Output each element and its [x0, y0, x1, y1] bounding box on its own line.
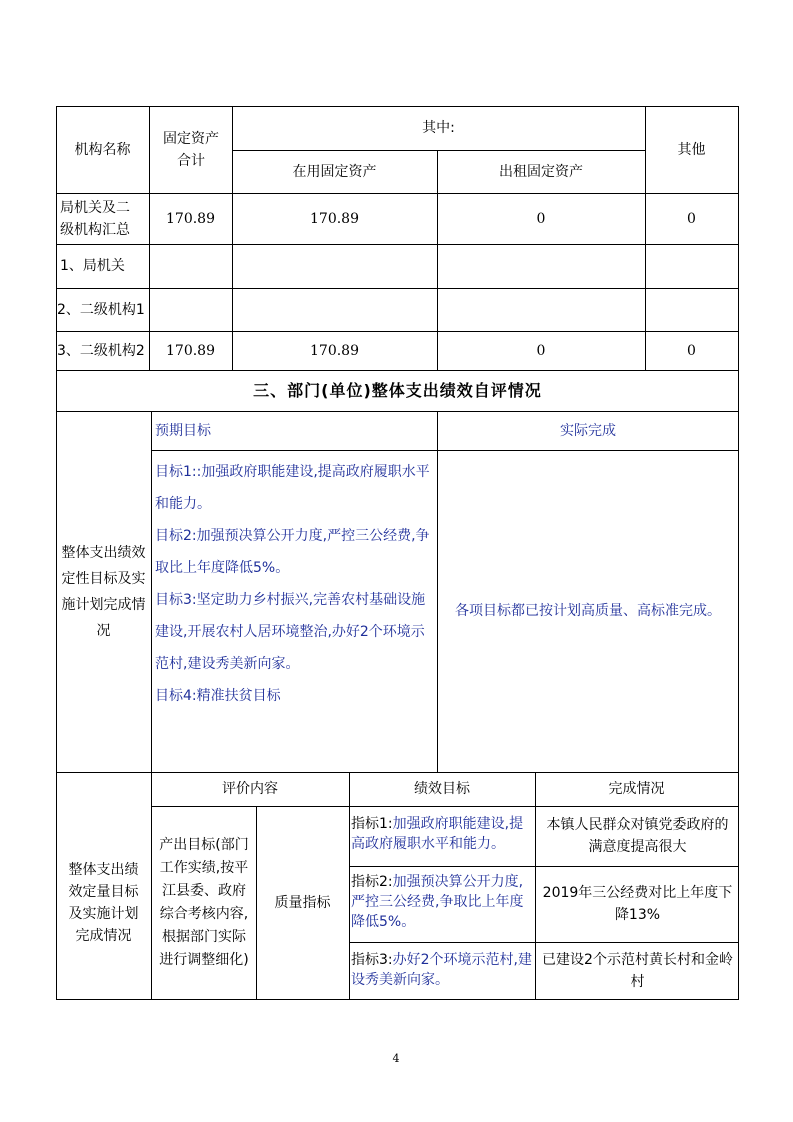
- row-other: [645, 288, 738, 331]
- expected-goals-list: [155, 456, 435, 712]
- header-in-use-assets: 在用固定资产: [292, 163, 377, 180]
- header-rented-assets: 出租固定资产: [499, 163, 583, 180]
- indicator-prefix: 指标2:: [351, 874, 393, 890]
- header-completion-status: 完成情况: [608, 781, 665, 797]
- header-org-name: 机构名称: [74, 141, 131, 158]
- row-name: 局机关及二级机构汇总: [60, 199, 130, 238]
- row-rented: 0: [536, 342, 546, 359]
- row-total: [149, 288, 232, 331]
- quality-indicator-label: 质量指标: [274, 894, 331, 911]
- row-in-use: 170.89: [310, 342, 359, 359]
- header-fixed-assets-total: 固定资产合计: [163, 130, 219, 169]
- row-total: 170.89: [166, 342, 215, 359]
- section-title: 三、部门(单位)整体支出绩效自评情况: [253, 380, 542, 400]
- row-in-use: [232, 244, 437, 288]
- row-name: 3、二级机构2: [57, 342, 145, 359]
- goal-item: 目标3:坚定助力乡村振兴,完善农村基础设施建设,开展农村人居环境整治,办好2个环境示范村,建设秀美新向家。: [155, 592, 426, 672]
- indicator-1-status: 本镇人民群众对镇党委政府的满意度提高很大: [546, 817, 729, 855]
- expected-goals-header: 预期目标: [155, 422, 211, 439]
- output-target-text: 产出目标(部门工作实绩,按平江县委、政府综合考核内容,根据部门实际进行调整细化): [159, 836, 249, 968]
- actual-completion-header: 实际完成: [560, 422, 616, 439]
- goal-item: 目标4:精准扶贫目标: [155, 688, 281, 704]
- row-rented: [437, 244, 645, 288]
- goal-item: 目标2:加强预决算公开力度,严控三公经费,争取比上年度降低5%。: [155, 528, 430, 576]
- row-total: 170.89: [166, 210, 215, 227]
- header-among: 其中:: [422, 120, 455, 136]
- row-rented: [437, 288, 645, 331]
- indicator-text: 加强政府职能建设,提高政府履职水平和能力。: [351, 816, 524, 852]
- row-other: [645, 244, 738, 288]
- header-evaluation-content: 评价内容: [222, 781, 278, 797]
- indicator-prefix: 指标1:: [351, 816, 393, 832]
- indicator-2-status: 2019年三公经费对比上年度下降13%: [542, 885, 733, 923]
- row-rented: 0: [536, 210, 546, 227]
- header-performance-target: 绩效目标: [414, 781, 470, 797]
- actual-completion-text: 各项目标都已按计划高质量、高标准完成。: [455, 603, 721, 619]
- indicator-1: [351, 814, 535, 854]
- row-name: 2、二级机构1: [57, 301, 145, 318]
- goal-item: 目标1::加强政府职能建设,提高政府履职水平和能力。: [155, 464, 430, 512]
- header-other: 其他: [677, 141, 706, 158]
- row-name: 1、局机关: [60, 258, 125, 274]
- row-other: 0: [687, 210, 696, 227]
- indicator-text: 办好2个环境示范村,建设秀美新向家。: [351, 952, 532, 988]
- indicator-2: [351, 872, 535, 932]
- quantitative-label: 整体支出绩效定量目标及实施计划完成情况: [68, 861, 139, 944]
- indicator-prefix: 指标3:: [351, 952, 393, 968]
- qualitative-label: 整体支出绩效定性目标及实施计划完成情况: [61, 544, 146, 639]
- row-in-use: 170.89: [310, 210, 359, 227]
- page-number: 4: [392, 1052, 400, 1065]
- indicator-text: 加强预决算公开力度,严控三公经费,争取比上年度降低5%。: [351, 874, 524, 930]
- row-other: 0: [687, 342, 696, 359]
- indicator-3: [351, 950, 535, 990]
- indicator-3-status: 已建设2个示范村黄长村和金岭村: [542, 951, 733, 990]
- row-in-use: [232, 288, 437, 331]
- row-total: [149, 244, 232, 288]
